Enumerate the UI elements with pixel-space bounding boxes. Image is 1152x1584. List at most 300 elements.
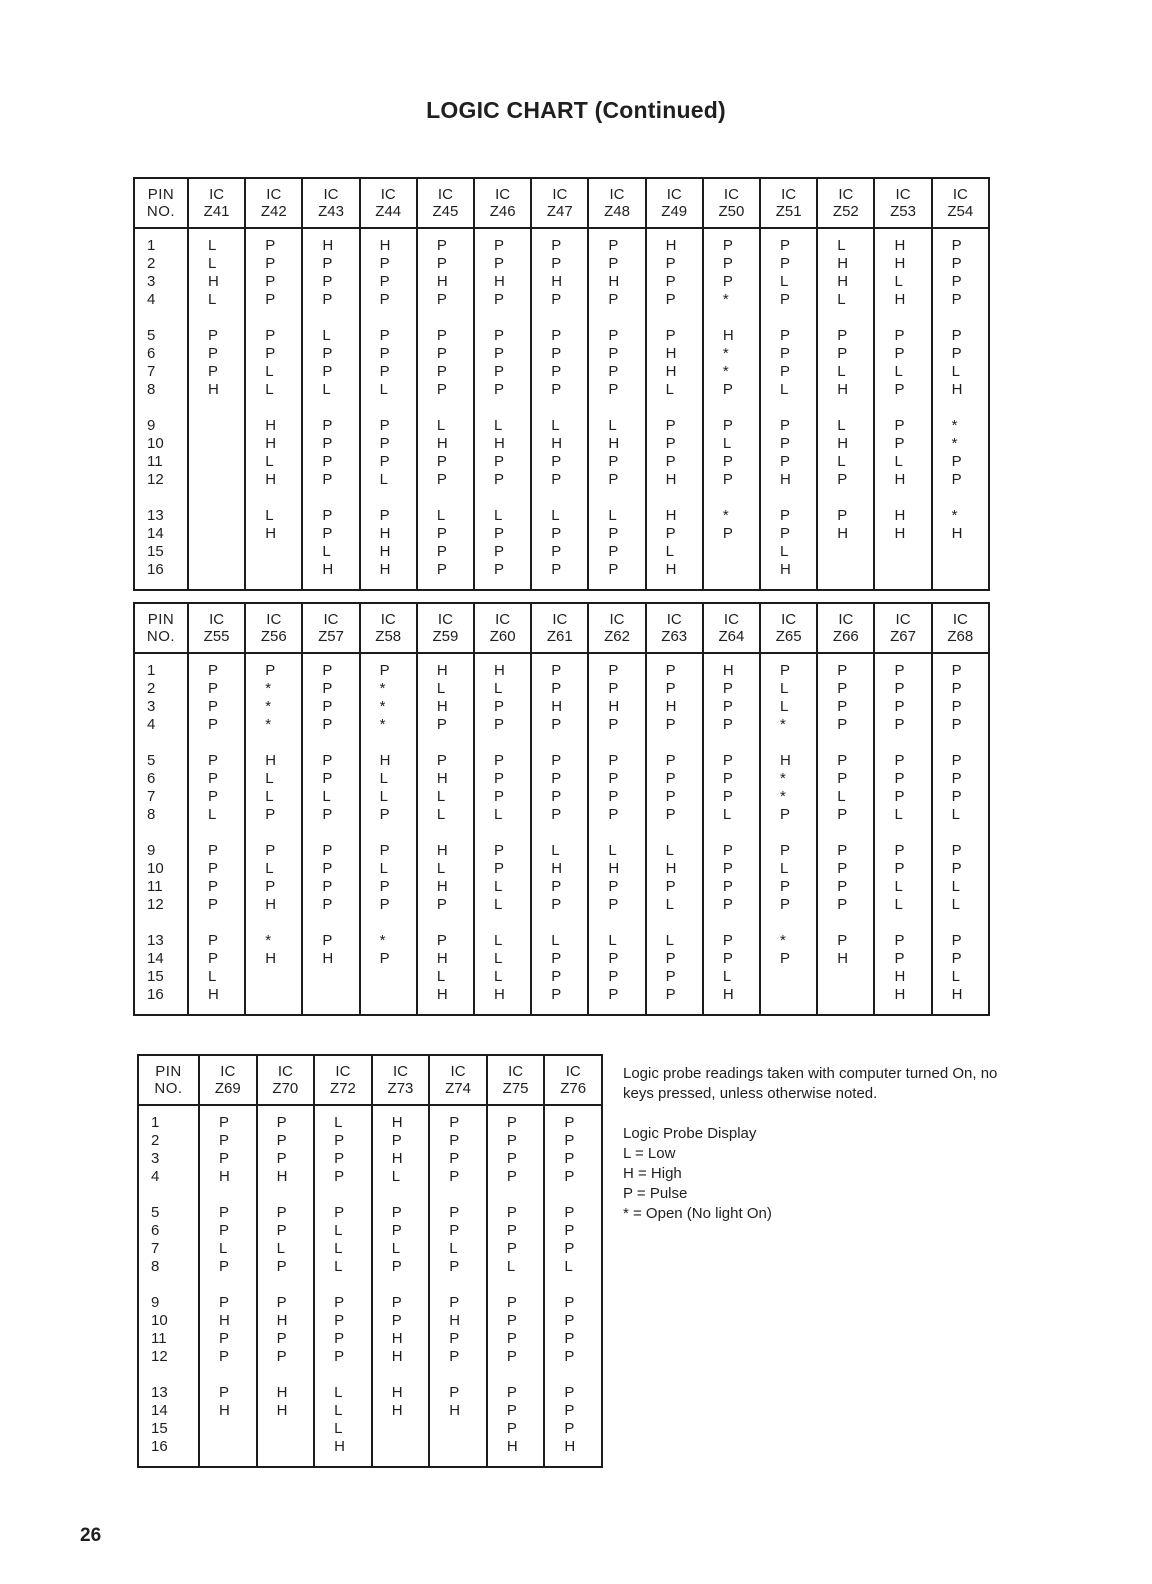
ic-label: IC	[723, 611, 739, 628]
table-cell: P	[208, 698, 219, 715]
table-cell: 16	[147, 561, 164, 578]
table-cell: P	[276, 1132, 287, 1149]
ic-header-z64	[703, 603, 760, 653]
table-cell: L	[665, 543, 674, 560]
ic-label: IC	[266, 611, 282, 628]
table-cell: L	[322, 788, 331, 805]
table-cell: P	[551, 968, 562, 985]
table-cell: P	[208, 842, 219, 859]
table-cell: L	[494, 968, 503, 985]
table-cell: 9	[151, 1294, 160, 1311]
table-cell: P	[665, 752, 676, 769]
ic-column-z69	[199, 1105, 257, 1467]
ic-label: IC	[392, 1063, 408, 1080]
table-cell: P	[494, 453, 505, 470]
table-cell: L	[894, 363, 903, 380]
table-cell: P	[608, 716, 619, 733]
table-cell: P	[780, 237, 791, 254]
table-cell	[246, 986, 301, 1004]
table-cell: P	[322, 507, 333, 524]
table-cell: P	[436, 381, 447, 398]
table-cell: P	[951, 662, 962, 679]
table-cell: P	[665, 788, 676, 805]
table-cell: P	[551, 237, 562, 254]
table-cell: P	[436, 453, 447, 470]
table-cell: L	[494, 806, 503, 823]
table-cell: L	[780, 680, 789, 697]
table-cell	[430, 1420, 486, 1438]
ic-label: IC	[609, 186, 625, 203]
ic-label: IC	[508, 1063, 524, 1080]
table-cell: H	[665, 561, 677, 578]
ic-column-z48	[588, 228, 645, 590]
table-cell: P	[322, 806, 333, 823]
ic-id: Z67	[890, 628, 916, 645]
table-cell: P	[449, 1132, 460, 1149]
table-cell: L	[608, 417, 617, 434]
table-cell: P	[551, 806, 562, 823]
table-cell: H	[494, 273, 505, 290]
table-cell: L	[379, 381, 388, 398]
table-cell: P	[506, 1312, 517, 1329]
table-cell: P	[551, 255, 562, 272]
table-cell: P	[608, 896, 619, 913]
table-cell: P	[564, 1420, 575, 1437]
table-cell: P	[322, 363, 333, 380]
table-cell	[704, 543, 759, 561]
table-cell: P	[665, 950, 676, 967]
ic-column-z61	[531, 653, 588, 1015]
table-cell: P	[665, 878, 676, 895]
table-cell: P	[208, 770, 219, 787]
table-cell: 3	[147, 273, 156, 290]
ic-label: IC	[323, 611, 339, 628]
table-cell: P	[506, 1204, 517, 1221]
table-cell: P	[506, 1132, 517, 1149]
table-cell: P	[608, 770, 619, 787]
table-cell: P	[494, 525, 505, 542]
table-cell: P	[608, 878, 619, 895]
ic-column-z73	[372, 1105, 430, 1467]
table-cell: P	[494, 860, 505, 877]
table-cell: H	[379, 752, 391, 769]
table-cell	[818, 543, 873, 561]
table-cell: P	[379, 453, 390, 470]
table-cell: L	[334, 1240, 343, 1257]
table-cell: P	[276, 1114, 287, 1131]
table-cell: H	[436, 842, 448, 859]
ic-header-z74	[429, 1055, 487, 1105]
table-cell: P	[608, 806, 619, 823]
ic-column-z74	[429, 1105, 487, 1467]
table-cell: P	[334, 1168, 345, 1185]
table-cell: L	[837, 417, 846, 434]
ic-label: IC	[952, 611, 968, 628]
table-cell: P	[449, 1204, 460, 1221]
table-cell: P	[837, 716, 848, 733]
table-cell: L	[894, 273, 903, 290]
table-cell: P	[436, 543, 447, 560]
ic-header-z68	[932, 603, 989, 653]
table-cell: 5	[147, 327, 156, 344]
table-cell: P	[608, 255, 619, 272]
table-cell: P	[894, 716, 905, 733]
table-cell: P	[494, 543, 505, 560]
table-cell	[933, 543, 988, 561]
table-cell	[189, 561, 244, 579]
table-cell: P	[322, 752, 333, 769]
table-cell: *	[780, 932, 786, 949]
table-cell: 16	[151, 1438, 168, 1455]
ic-id: Z76	[560, 1080, 587, 1097]
table-cell: P	[665, 273, 676, 290]
ic-label: IC	[552, 611, 568, 628]
ic-label: IC	[335, 1063, 351, 1080]
table-cell: L	[265, 860, 274, 877]
table-cell: P	[506, 1294, 517, 1311]
table-cell: P	[379, 255, 390, 272]
table-cell: H	[449, 1312, 461, 1329]
table-cell: P	[265, 291, 276, 308]
table-cell: H	[894, 986, 906, 1003]
ic-header-z42	[245, 178, 302, 228]
table-cell: P	[780, 878, 791, 895]
ic-label: IC	[495, 186, 511, 203]
ic-header-z59	[417, 603, 474, 653]
table-cell: H	[608, 860, 620, 877]
table-cell	[258, 1438, 314, 1456]
table-cell: P	[564, 1240, 575, 1257]
table-cell: H	[837, 525, 849, 542]
ic-column-z53	[874, 228, 931, 590]
ic-id: Z45	[432, 203, 459, 220]
table-cell: P	[379, 662, 390, 679]
table-cell: L	[334, 1222, 343, 1239]
table-cell: P	[379, 363, 390, 380]
table-cell: P	[322, 471, 333, 488]
table-cell: *	[780, 788, 786, 805]
ic-label: IC	[565, 1063, 581, 1080]
ic-header-z51	[760, 178, 817, 228]
table-cell: P	[208, 752, 219, 769]
table-cell: P	[780, 345, 791, 362]
table-cell: 7	[147, 788, 156, 805]
table-cell: P	[551, 986, 562, 1003]
table-cell: P	[951, 950, 962, 967]
table-cell: P	[391, 1222, 402, 1239]
ic-header-z50	[703, 178, 760, 228]
table-cell	[189, 543, 244, 561]
ic-id: Z62	[604, 628, 630, 645]
table-cell: P	[837, 680, 848, 697]
table-cell: P	[494, 561, 505, 578]
ic-id: Z56	[260, 628, 287, 645]
table-cell: H	[722, 986, 734, 1003]
table-cell: P	[494, 842, 505, 859]
table-cell: 10	[151, 1312, 168, 1329]
table-cell: L	[494, 878, 503, 895]
notes-panel	[623, 1064, 1023, 1224]
table-cell: 9	[147, 417, 156, 434]
table-cell: 15	[147, 968, 164, 985]
table-cell: P	[379, 291, 390, 308]
table-cell: H	[551, 273, 563, 290]
table-cell: P	[494, 237, 505, 254]
table-cell: P	[436, 255, 447, 272]
table-cell: P	[837, 806, 848, 823]
table-cell	[373, 1420, 429, 1438]
table-cell: P	[276, 1150, 287, 1167]
pin-no-header	[138, 1055, 199, 1105]
table-cell: 6	[147, 345, 156, 362]
ic-id: Z41	[203, 203, 230, 220]
ic-header-z46	[474, 178, 531, 228]
ic-column-z60	[474, 653, 531, 1015]
table-cell: L	[265, 453, 274, 470]
table-cell: *	[780, 770, 786, 787]
ic-header-z44	[360, 178, 417, 228]
table-cell: P	[837, 932, 848, 949]
table-cell: P	[894, 435, 905, 452]
table-cell: H	[608, 435, 620, 452]
table-cell: 2	[147, 255, 156, 272]
table-cell: P	[219, 1204, 230, 1221]
table-cell: P	[608, 752, 619, 769]
table-cell: P	[722, 842, 733, 859]
table-cell: P	[436, 237, 447, 254]
table-cell: P	[894, 788, 905, 805]
table-cell: L	[951, 363, 960, 380]
table-cell: H	[608, 273, 620, 290]
table-cell: H	[551, 435, 563, 452]
table-cell: H	[894, 507, 906, 524]
pin-header-line: NO.	[146, 203, 176, 220]
table-cell: P	[219, 1330, 230, 1347]
table-cell: P	[551, 788, 562, 805]
table-cell: P	[665, 435, 676, 452]
table-cell: H	[379, 561, 391, 578]
table-cell: H	[722, 662, 734, 679]
table-cell: P	[506, 1150, 517, 1167]
table-cell: *	[379, 716, 386, 733]
table-cell: P	[951, 716, 962, 733]
table-cell: P	[894, 752, 905, 769]
ic-header-z73	[372, 1055, 430, 1105]
table-cell: L	[449, 1240, 458, 1257]
table-cell: P	[951, 327, 962, 344]
table-cell: P	[219, 1294, 230, 1311]
table-cell: L	[322, 327, 331, 344]
table-cell: H	[379, 543, 391, 560]
table-cell: P	[564, 1168, 575, 1185]
table-cell: P	[379, 878, 390, 895]
table-cell: P	[391, 1132, 402, 1149]
table-cell: 8	[147, 806, 156, 823]
table-cell: L	[379, 788, 388, 805]
table-cell: L	[951, 878, 960, 895]
table-cell: L	[564, 1258, 573, 1275]
table-cell: P	[837, 842, 848, 859]
ic-header-z62	[588, 603, 645, 653]
table-cell: L	[608, 842, 617, 859]
table-cell: H	[608, 698, 620, 715]
table-cell: L	[665, 842, 674, 859]
table-cell: P	[449, 1258, 460, 1275]
ic-header-z49	[646, 178, 703, 228]
table-cell: P	[780, 435, 791, 452]
table-cell: P	[665, 327, 676, 344]
table-cell: H	[665, 860, 677, 877]
table-cell: 11	[151, 1330, 167, 1347]
ic-column-z57	[302, 653, 359, 1015]
table-cell: P	[722, 381, 733, 398]
table-cell: L	[837, 788, 846, 805]
ic-id: Z52	[832, 203, 859, 220]
table-cell: P	[951, 698, 962, 715]
table-cell: L	[208, 968, 217, 985]
table-cell: P	[951, 471, 962, 488]
table-cell: P	[391, 1312, 402, 1329]
table-cell: 13	[147, 507, 164, 524]
ic-column-z46	[474, 228, 531, 590]
table-cell: P	[265, 662, 276, 679]
table-cell: P	[608, 363, 619, 380]
table-cell: P	[894, 345, 905, 362]
table-cell: P	[608, 525, 619, 542]
table-cell: P	[837, 345, 848, 362]
table-cell: 3	[147, 698, 156, 715]
table-cell: P	[322, 273, 333, 290]
ic-id: Z55	[203, 628, 230, 645]
table-cell: L	[837, 237, 846, 254]
pin-header-line: NO.	[146, 628, 176, 645]
ic-label: IC	[380, 186, 396, 203]
table-cell: P	[436, 561, 447, 578]
table-cell: P	[276, 1294, 287, 1311]
table-cell: L	[894, 878, 903, 895]
table-cell: P	[722, 237, 733, 254]
table-cell: P	[608, 453, 619, 470]
table-cell: P	[780, 806, 791, 823]
table-cell: P	[322, 932, 333, 949]
table-cell: L	[722, 435, 732, 452]
table-cell: H	[436, 662, 448, 679]
ic-column-z51	[760, 228, 817, 590]
table-cell: H	[894, 255, 906, 272]
ic-header-z65	[760, 603, 817, 653]
ic-label: IC	[437, 611, 453, 628]
table-cell: 11	[147, 878, 163, 895]
pin-number-column	[138, 1105, 199, 1467]
table-cell: P	[208, 716, 219, 733]
ic-id: Z65	[775, 628, 802, 645]
table-cell: P	[436, 932, 447, 949]
ic-header-z43	[302, 178, 359, 228]
table-cell: H	[665, 471, 677, 488]
table-cell: P	[551, 363, 562, 380]
table-cell: H	[894, 291, 906, 308]
table-cell: P	[665, 806, 676, 823]
table-cell: H	[265, 950, 277, 967]
table-cell: P	[564, 1402, 575, 1419]
ic-label: IC	[277, 1063, 293, 1080]
table-cell: P	[449, 1348, 460, 1365]
table-cell: P	[951, 291, 962, 308]
table-cell: H	[276, 1384, 288, 1401]
table-cell: 4	[147, 716, 156, 733]
table-cell: P	[951, 237, 962, 254]
ic-id: Z59	[432, 628, 459, 645]
ic-header-z48	[588, 178, 645, 228]
table-cell	[246, 968, 301, 986]
table-cell: L	[379, 471, 388, 488]
table-cell: H	[208, 273, 219, 290]
table-cell: P	[780, 662, 791, 679]
table-cell: P	[322, 417, 333, 434]
ic-label: IC	[838, 186, 854, 203]
table-cell: L	[722, 806, 732, 823]
table-cell: P	[837, 878, 848, 895]
notes-intro: Logic probe readings taken with computer turned On, no keys pressed, unless otherwise noted.	[623, 1065, 998, 1102]
ic-header-z45	[417, 178, 474, 228]
table-cell: P	[322, 878, 333, 895]
table-cell: H	[436, 950, 448, 967]
table-cell: H	[837, 255, 849, 272]
table-cell: P	[506, 1402, 517, 1419]
pin-number-column	[134, 653, 188, 1015]
table-cell: L	[436, 860, 446, 877]
table-cell: P	[564, 1312, 575, 1329]
table-cell: H	[219, 1312, 230, 1329]
logic-chart-table-3	[137, 1054, 603, 1468]
table-cell: L	[436, 507, 446, 524]
table-cell	[200, 1420, 256, 1438]
table-cell: P	[951, 788, 962, 805]
table-cell: P	[608, 237, 619, 254]
table-cell: P	[951, 842, 962, 859]
table-cell: P	[322, 525, 333, 542]
table-cell: H	[837, 435, 849, 452]
table-cell: L	[894, 453, 903, 470]
table-cell: P	[564, 1132, 575, 1149]
table-cell: P	[219, 1150, 230, 1167]
table-cell: P	[780, 255, 791, 272]
table-cell: P	[722, 896, 733, 913]
table-cell	[361, 986, 416, 1004]
table-cell: P	[951, 273, 962, 290]
ic-label: IC	[380, 611, 396, 628]
table-cell: P	[780, 507, 791, 524]
table-cell: H	[494, 662, 505, 679]
table-cell: L	[894, 806, 903, 823]
ic-label: IC	[666, 611, 682, 628]
table-cell: H	[436, 273, 448, 290]
table-cell: P	[780, 363, 791, 380]
table-cell: P	[322, 291, 333, 308]
pin-number-column	[134, 228, 188, 590]
table-cell: P	[722, 471, 733, 488]
pin-header-line: NO.	[154, 1080, 183, 1097]
table-cell: H	[894, 525, 906, 542]
table-cell: P	[837, 770, 848, 787]
table-cell: 4	[147, 291, 156, 308]
table-cell: 13	[147, 932, 164, 949]
table-cell: 5	[151, 1204, 160, 1221]
table-cell: P	[334, 1204, 345, 1221]
table-cell: P	[665, 255, 676, 272]
ic-id: Z66	[832, 628, 859, 645]
table-cell: P	[722, 698, 733, 715]
